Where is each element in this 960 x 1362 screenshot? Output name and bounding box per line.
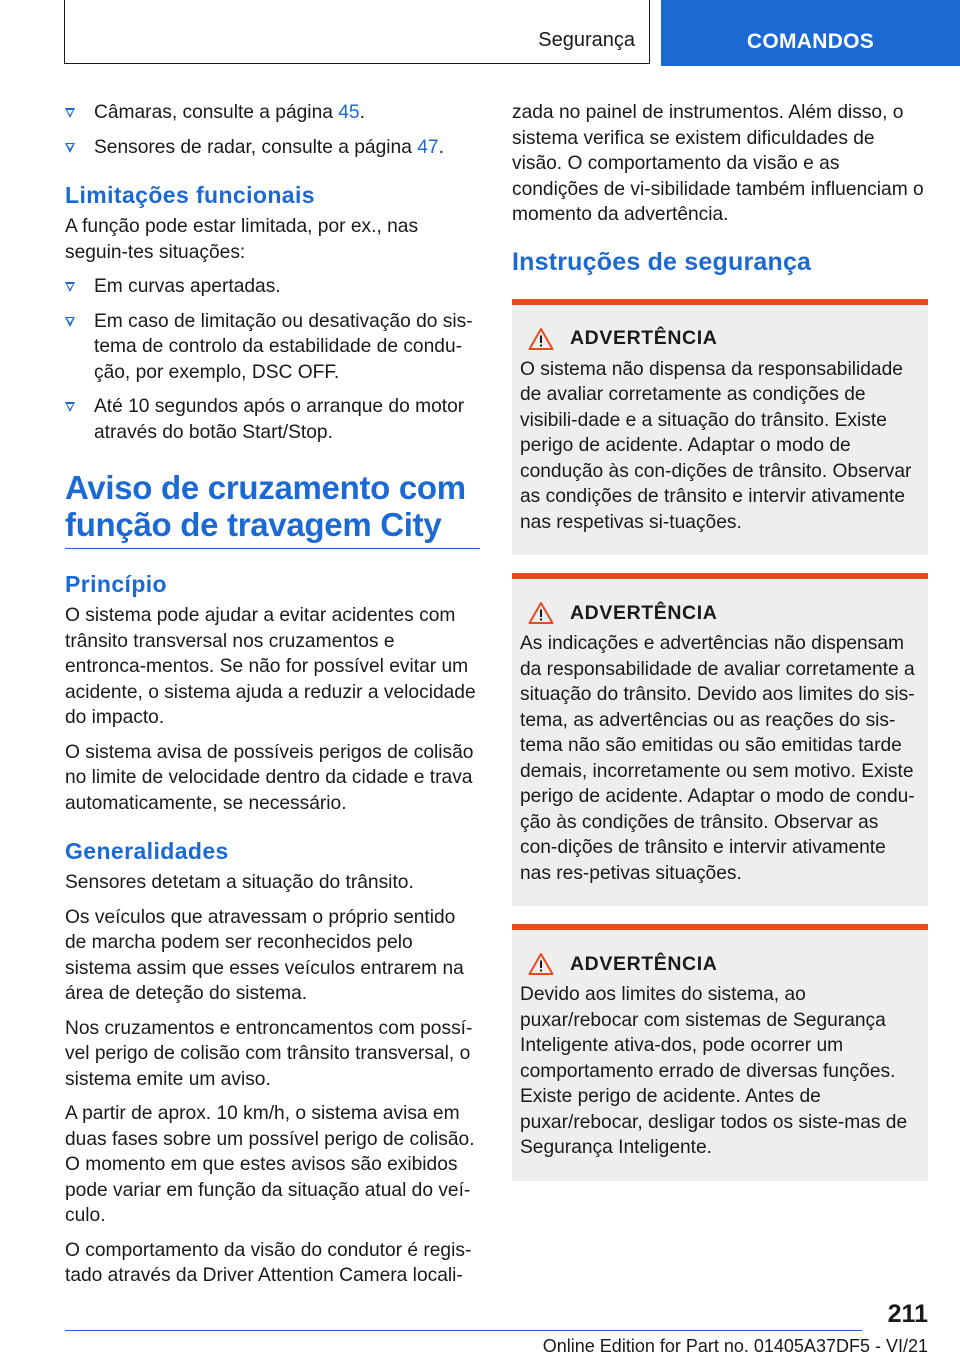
header-section-title: Segurança bbox=[538, 29, 635, 51]
paragraph: zada no painel de instrumentos. Além disso, o sistema verifica se existem dificuldades de visão. O comportamento da visão e as condições de vi-sibilidade também influenciam o momento da advertência. bbox=[512, 102, 924, 225]
bullet-triangle-icon bbox=[65, 317, 75, 327]
header-section-box bbox=[64, 0, 650, 64]
list-item: Em curvas apertadas. bbox=[65, 274, 480, 300]
list-item: Em caso de limitação ou desativação do sis-tema de controlo da estabilidade de condu-ção, por exemplo, DSC OFF. bbox=[65, 309, 480, 386]
header-chapter-tab[interactable] bbox=[661, 0, 960, 66]
warning-triangle-icon bbox=[528, 601, 554, 625]
limitations-intro: A função pode estar limitada, por ex., nas seguin-tes situações: bbox=[65, 216, 419, 263]
warning-box bbox=[512, 924, 928, 1181]
paragraph: O comportamento da visão do condutor é regis-tado através da Driver Attention Camera locali- bbox=[65, 1239, 472, 1286]
page-footer bbox=[65, 1300, 928, 1362]
footer-divider bbox=[65, 1330, 862, 1331]
warning-title: ADVERTÊNCIA bbox=[570, 601, 718, 624]
paragraph: O sistema pode ajudar a evitar acidentes com trânsito transversal nos cruzamentos e entronca-mentos. Se não for possível evitar um acidente, o sistema ajuda a reduzir a velocidade do impacto. bbox=[65, 605, 476, 728]
principle-heading: Princípio bbox=[65, 571, 168, 597]
page-number: 211 bbox=[887, 1300, 928, 1328]
page-header bbox=[0, 0, 960, 66]
paragraph: Os veículos que atravessam o próprio sentido de marcha podem ser reconhecidos pelo sistema assim que esses veículos entrarem na área de deteção do sistema. bbox=[65, 906, 464, 1004]
safety-heading: Instruções de segurança bbox=[512, 247, 812, 276]
bullet-triangle-icon bbox=[65, 402, 75, 412]
list-item: Até 10 segundos após o arranque do motor através do botão Start/Stop. bbox=[65, 394, 480, 445]
section-title: Aviso de cruzamento com função de travagem City bbox=[65, 469, 480, 549]
bullet-triangle-icon bbox=[65, 143, 75, 153]
paragraph: Sensores detetam a situação do trânsito. bbox=[65, 872, 414, 893]
warning-title-row bbox=[520, 952, 920, 976]
list-item: Câmaras, consulte a página 45. bbox=[65, 100, 480, 126]
bullet-triangle-icon bbox=[65, 282, 75, 292]
page-link[interactable]: 45 bbox=[338, 102, 360, 123]
limitations-heading: Limitações funcionais bbox=[65, 182, 315, 208]
warning-text: As indicações e advertências não dispensam da responsabilidade de avaliar corretamente a situação do trânsito. Devido aos limites do sis-tema, as advertências ou as reações do sis-tema não são emitidas ou são emitidas tarde demais, incorretamente ou sem motivo. Existe perigo de acidente. Adaptar o modo de condu-ção às condições de trânsito. Observar as con-dições de trânsito e intervir ativamente nas res-petivas situações. bbox=[520, 633, 915, 884]
warning-triangle-icon bbox=[528, 952, 554, 976]
warning-title-row bbox=[520, 327, 920, 351]
warning-title: ADVERTÊNCIA bbox=[570, 952, 718, 975]
left-column bbox=[65, 100, 480, 1298]
warning-box bbox=[512, 299, 928, 556]
list-item: Sensores de radar, consulte a página 47. bbox=[65, 135, 480, 161]
paragraph: Nos cruzamentos e entroncamentos com possí-vel perigo de colisão com trânsito transversal, o sistema emite um aviso. bbox=[65, 1017, 473, 1090]
warning-title-row bbox=[520, 601, 920, 625]
edition-label: Online Edition for Part no. 01405A37DF5 - VI/21 bbox=[542, 1336, 928, 1356]
paragraph: A partir de aprox. 10 km/h, o sistema avisa em duas fases sobre um possível perigo de colisão. O momento em que estes avisos são exibidos pode variar em função da situação atual do veí-culo. bbox=[65, 1103, 475, 1226]
warning-text: O sistema não dispensa da responsabilidade de avaliar corretamente as condições de visibili-dade e a situação do trânsito. Existe perigo de acidente. Adaptar o modo de condução às con-dições de trânsito. Observar as condições de trânsito e intervir ativamente nas respetivas si-tuações. bbox=[520, 358, 912, 533]
paragraph: O sistema avisa de possíveis perigos de colisão no limite de velocidade dentro da cidade e trava automaticamente, se necessário. bbox=[65, 741, 474, 814]
warning-text: Devido aos limites do sistema, ao puxar/rebocar com sistemas de Segurança Inteligente ativa-dos, pode ocorrer um comportamento errado de diversas funções. Existe perigo de acidente. Antes de puxar/rebocar, desligar todos os siste-mas de Segurança Inteligente. bbox=[520, 984, 908, 1158]
warning-box bbox=[512, 573, 928, 906]
general-heading: Generalidades bbox=[65, 838, 229, 864]
right-column bbox=[512, 100, 928, 1199]
warning-triangle-icon bbox=[528, 327, 554, 351]
bullet-triangle-icon bbox=[65, 108, 75, 118]
warning-title: ADVERTÊNCIA bbox=[570, 327, 718, 349]
header-chapter-label: COMANDOS bbox=[746, 30, 875, 53]
page-link[interactable]: 47 bbox=[417, 136, 439, 158]
